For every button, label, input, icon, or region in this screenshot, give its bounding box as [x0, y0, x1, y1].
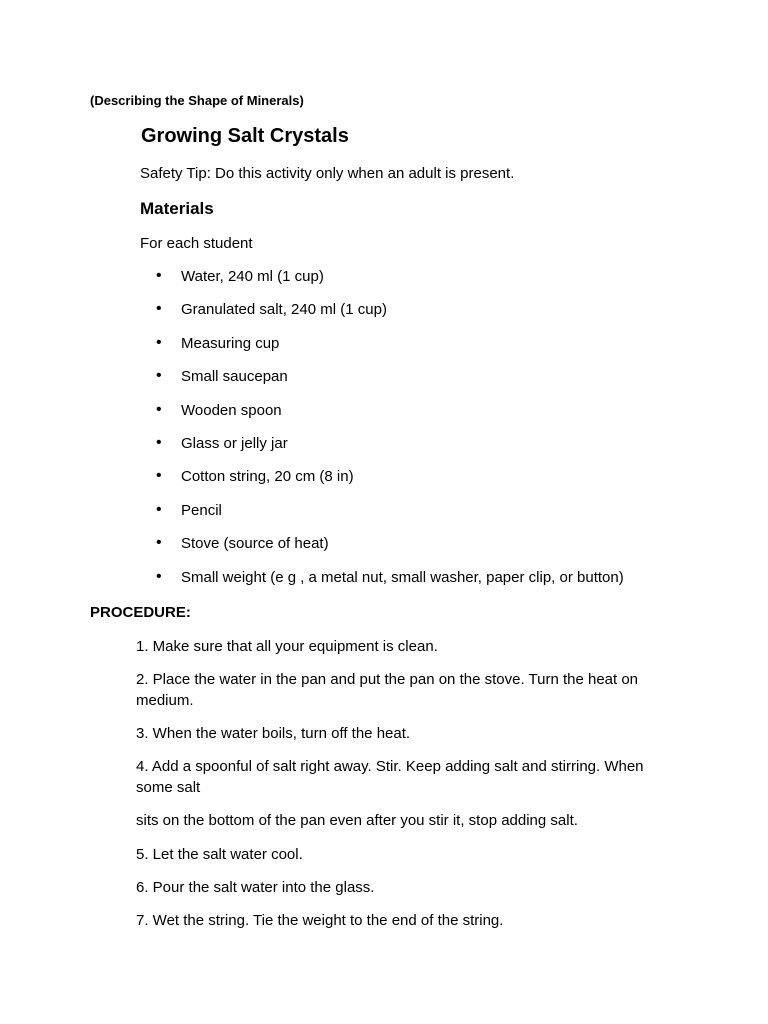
list-item	[0, 502, 768, 535]
procedure-step: 3. When the water boils, turn off the heat.	[136, 725, 411, 742]
procedure-step: 7. Wet the string. Tie the weight to the end of the string.	[136, 912, 504, 929]
bullet-icon: •	[156, 500, 162, 518]
procedure-step: sits on the bottom of the pan even after you stir it, stop adding salt.	[136, 812, 578, 829]
list-item	[0, 368, 768, 401]
procedure-step: 1. Make sure that all your equipment is clean.	[136, 638, 438, 655]
bullet-icon: •	[156, 567, 162, 585]
bullet-icon: •	[156, 333, 162, 351]
list-item	[0, 435, 768, 468]
material-label: Glass or jelly jar	[181, 434, 288, 452]
materials-list	[0, 268, 768, 602]
safety-tip: Safety Tip: Do this activity only when an adult is present.	[140, 165, 515, 182]
material-label: Stove (source of heat)	[181, 535, 329, 553]
bullet-icon: •	[156, 433, 162, 451]
material-label: Small saucepan	[181, 368, 288, 386]
materials-subheading: For each student	[140, 235, 253, 252]
material-label: Granulated salt, 240 ml (1 cup)	[181, 301, 387, 319]
bullet-icon: •	[156, 467, 162, 485]
list-item	[0, 569, 768, 602]
material-label: Small weight (e g , a metal nut, small washer, paper clip, or button)	[181, 568, 624, 586]
bullet-icon: •	[156, 267, 162, 284]
material-label: Cotton string, 20 cm (8 in)	[181, 468, 354, 486]
bullet-icon: •	[156, 534, 162, 552]
list-item	[0, 268, 768, 301]
list-item	[0, 301, 768, 334]
bullet-icon: •	[156, 300, 162, 318]
procedure-step: 4. Add a spoonful of salt right away. Stir. Keep adding salt and stirring. When some salt	[136, 758, 644, 796]
bullet-icon: •	[156, 400, 162, 418]
page-title: Growing Salt Crystals	[141, 125, 349, 147]
list-item	[0, 468, 768, 501]
material-label: Pencil	[181, 501, 222, 519]
bullet-icon: •	[156, 367, 162, 385]
procedure-step: 6. Pour the salt water into the glass.	[136, 879, 375, 896]
list-item	[0, 535, 768, 568]
material-label: Wooden spoon	[181, 401, 282, 419]
materials-heading: Materials	[140, 199, 214, 218]
list-item	[0, 402, 768, 435]
list-item	[0, 335, 768, 368]
procedure-step: 5. Let the salt water cool.	[136, 846, 303, 863]
procedure-heading: PROCEDURE:	[90, 604, 191, 621]
material-label: Water, 240 ml (1 cup)	[181, 268, 324, 285]
subject-heading: (Describing the Shape of Minerals)	[90, 93, 304, 108]
procedure-step: 2. Place the water in the pan and put the pan on the stove. Turn the heat on medium.	[136, 671, 639, 709]
material-label: Measuring cup	[181, 334, 280, 352]
